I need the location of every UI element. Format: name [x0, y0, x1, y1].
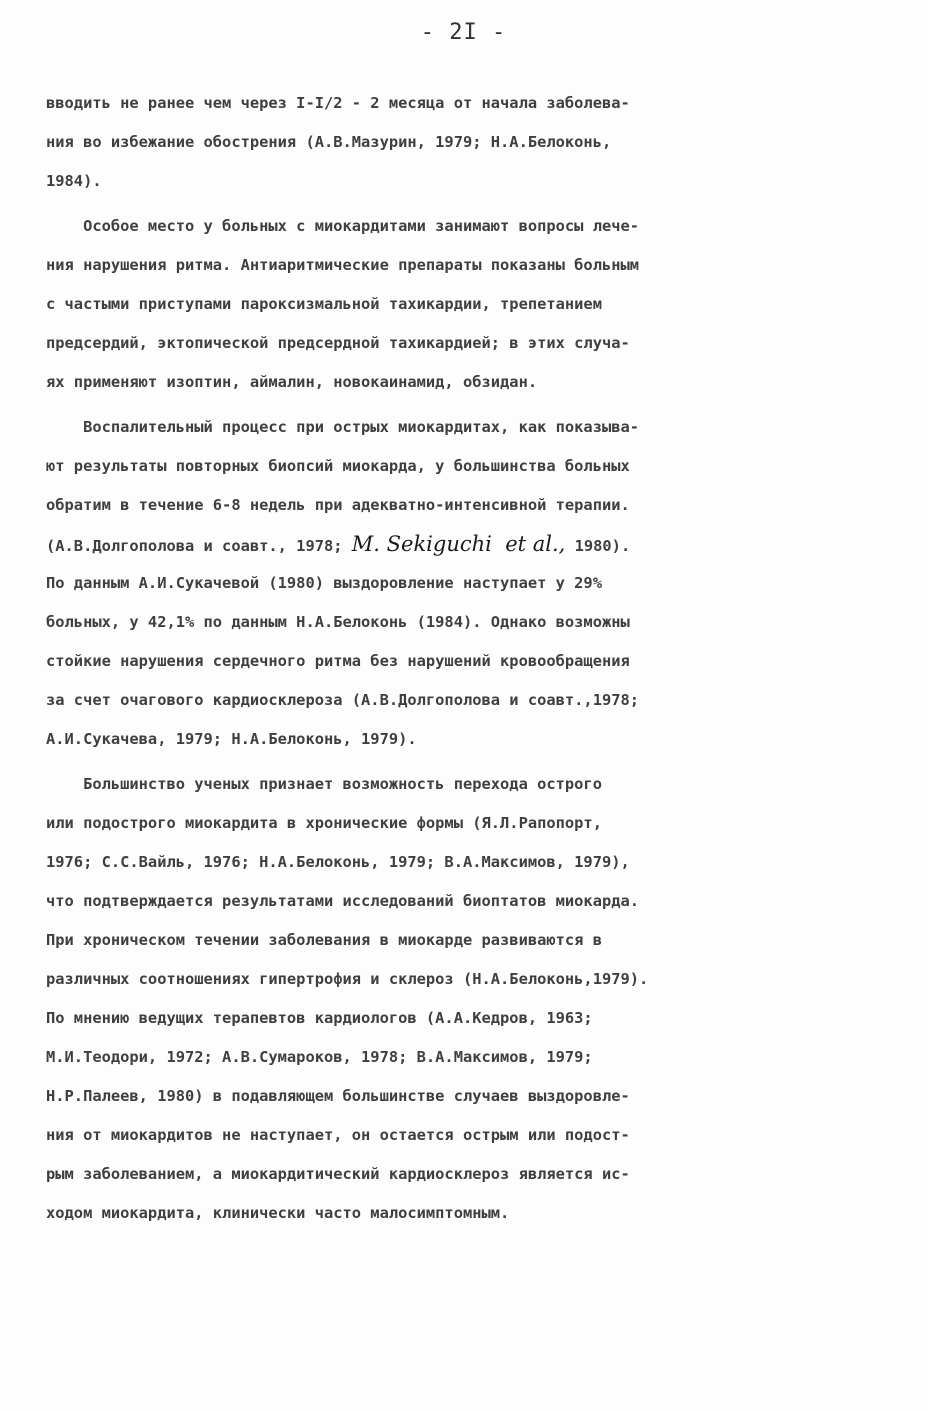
text-line: больных, у 42,1% по данным Н.А.Белоконь (1984). Однако возможны	[46, 613, 630, 631]
text-line: с частыми приступами пароксизмальной тахикардии, трепетанием	[46, 295, 602, 313]
paragraph-chronic	[46, 765, 891, 1233]
document-body	[46, 84, 891, 1233]
text-line: Большинство ученых признает возможность перехода острого	[46, 775, 602, 793]
text-line: обратим в течение 6-8 недель при адекватно-интенсивной терапии.	[46, 496, 630, 514]
page-number: - 2I -	[420, 20, 507, 45]
text-line: По данным А.И.Сукачевой (1980) выздоровление наступает у 29%	[46, 574, 602, 592]
text-line: Воспалительный процесс при острых миокардитах, как показыва-	[46, 418, 640, 436]
text-line: ния нарушения ритма. Антиаритмические препараты показаны больным	[46, 256, 640, 274]
text-line: М.И.Теодори, 1972; А.В.Сумароков, 1978; В.А.Максимов, 1979;	[46, 1048, 593, 1066]
text-segment: (А.В.Долгополова и соавт., 1978;	[46, 537, 352, 555]
text-line: ют результаты повторных биопсий миокарда, у большинства больных	[46, 457, 630, 475]
paragraph-continuation	[46, 84, 891, 201]
text-line: ходом миокардита, клинически часто малосимптомным.	[46, 1204, 510, 1222]
text-line: предсердий, эктопической предсердной тахикардией; в этих случа-	[46, 334, 630, 352]
text-segment: 1980).	[565, 537, 631, 555]
text-line-with-handwriting	[46, 525, 891, 564]
text-line: 1984).	[46, 172, 102, 190]
paragraph-arrhythmia	[46, 207, 891, 402]
text-line: рым заболеванием, а миокардитический кардиосклероз является ис-	[46, 1165, 630, 1183]
text-line: По мнению ведущих терапевтов кардиологов (А.А.Кедров, 1963;	[46, 1009, 593, 1027]
text-line: стойкие нарушения сердечного ритма без нарушений кровообращения	[46, 652, 630, 670]
text-line: различных соотношениях гипертрофия и склероз (Н.А.Белоконь,1979).	[46, 970, 649, 988]
text-line: Особое место у больных с миокардитами занимают вопросы лече-	[46, 217, 640, 235]
text-line: или подострого миокардита в хронические формы (Я.Л.Рапопорт,	[46, 814, 602, 832]
text-line: ния от миокардитов не наступает, он остается острым или подост-	[46, 1126, 630, 1144]
text-line: 1976; С.С.Вайль, 1976; Н.А.Белоконь, 1979; В.А.Максимов, 1979),	[46, 853, 630, 871]
text-line: А.И.Сукачева, 1979; Н.А.Белоконь, 1979).	[46, 730, 417, 748]
text-line: за счет очагового кардиосклероза (А.В.Долгополова и соавт.,1978;	[46, 691, 640, 709]
text-line: ния во избежание обострения (А.В.Мазурин, 1979; Н.А.Белоконь,	[46, 133, 612, 151]
handwritten-citation: M. Sekiguchi et al.,	[351, 532, 566, 556]
text-line: Н.Р.Палеев, 1980) в подавляющем большинстве случаев выздоровле-	[46, 1087, 630, 1105]
text-line: что подтверждается результатами исследований биоптатов миокарда.	[46, 892, 640, 910]
text-line: При хроническом течении заболевания в миокарде развиваются в	[46, 931, 602, 949]
text-line: ях применяют изоптин, аймалин, новокаинамид, обзидан.	[46, 373, 538, 391]
paragraph-inflammation	[46, 408, 891, 759]
text-line: вводить не ранее чем через I-I/2 - 2 месяца от начала заболева-	[46, 94, 630, 112]
